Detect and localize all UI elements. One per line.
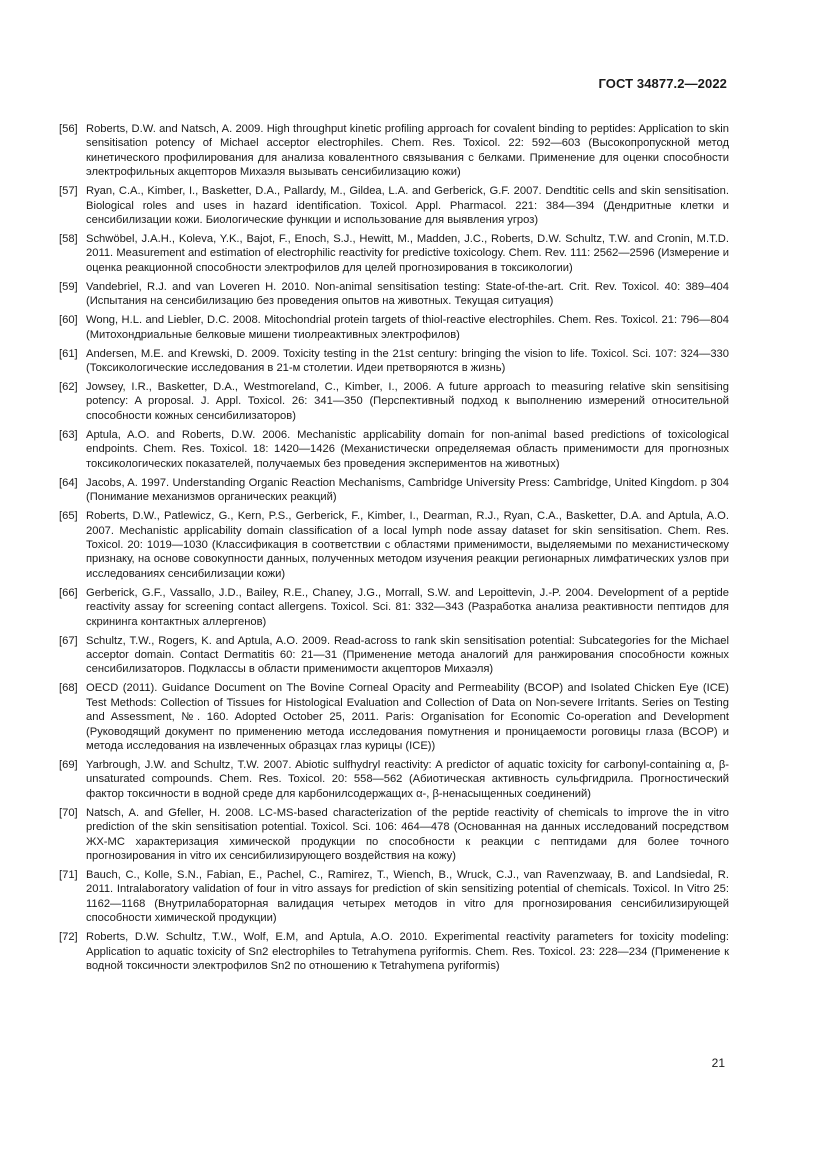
reference-number: [61] (59, 347, 78, 360)
reference-text: Gerberick, G.F., Vassallo, J.D., Bailey, R.E., Chaney, J.G., Morrall, S.W. and Lepoittevin, J.-P. 2004. Development of a peptide reactivity assay for screening contact allergens. Toxicol. Sci. 81: 332—343 (Разработка анализа реактивности пептидов для скрининга контактных аллергенов) (86, 586, 729, 628)
reference-number: [68] (59, 682, 78, 695)
reference-number: [67] (59, 634, 78, 647)
reference-number: [70] (59, 806, 78, 819)
reference-number: [59] (59, 280, 78, 293)
reference-text: Schwöbel, J.A.H., Koleva, Y.K., Bajot, F., Enoch, S.J., Hewitt, M., Madden, J.C., Roberts, D.W. Schultz, T.W. and Cronin, M.T.D. 2011. Measurement and estimation of electrophilic reactivity for predictive toxicology. Chem. Rev. 111: 2562—2596 (Измерение и оценка реакционной способности электрофилов для целей прогнозирования в токсикологии) (86, 233, 729, 274)
reference-text: Ryan, C.A., Kimber, I., Basketter, D.A., Pallardy, M., Gildea, L.A. and Gerberick, G.F. 2007. Dendtitic cells and skin sensitisation. Biological roles and uses in hazard identification. Toxicol. Appl. Pharmacol. 221: 384—394 (Дендритные клетки и сенсибилизации кожи. Биологические функции и использование для выявления угроз) (86, 185, 729, 227)
reference-text: Wong, H.L. and Liebler, D.C. 2008. Mitochondrial protein targets of thiol-reactive electrophiles. Chem. Res. Toxicol. 21: 796—804 (Митохондриальные белковые мишени тиолреактивных электрофилов) (86, 314, 729, 341)
reference-text: Vandebriel, R.J. and van Loveren H. 2010. Non-animal sensitisation testing: State-of-the-art. Crit. Rev. Toxicol. 40: 389–404 (Испытания на сенсибилизацию без проведения опытов на животных. Текущая ситуация) (86, 280, 729, 308)
page-number: 21 (711, 1056, 725, 1070)
reference-number: [60] (59, 314, 78, 327)
reference-number: [71] (59, 869, 78, 881)
reference-text: Yarbrough, J.W. and Schultz, T.W. 2007. Abiotic sulfhydryl reactivity: A predictor of aquatic toxicity for carbonyl-containing α, β-unsaturated compounds. Chem. Res. Toxicol. 20: 558—562 (Абиотическая активность сульфгидрила. Прогностический фактор токсичности в водной среде для карбонилсодержащих α-, β-ненасыщенных соединений) (86, 758, 729, 800)
reference-number: [56] (59, 123, 78, 135)
reference-text: Jacobs, A. 1997. Understanding Organic Reaction Mechanisms, Cambridge University Press: Cambridge, United Kingdom. p 304 (Понимание механизмов органических реакций) (86, 476, 729, 504)
reference-item (59, 806, 729, 864)
reference-number: [66] (59, 586, 78, 599)
reference-item (59, 586, 729, 629)
reference-text: Bauch, C., Kolle, S.N., Fabian, E., Pachel, C., Ramirez, T., Wiench, B., Wruck, C.J., van Ravenzwaay, B. and Landsiedal, R. 2011. Intralaboratory validation of four in vitro assays for prediction of skin sensitizing potential of chemicals. Toxicol. In Vitro 25: 1162—1168 (Внутрилабораторная валидация четырех методов in vitro для прогнозирования сенсибилизирующей способности химической продукции) (86, 869, 729, 925)
reference-number: [64] (59, 476, 78, 489)
reference-text: Jowsey, I.R., Basketter, D.A., Westmoreland, C., Kimber, I., 2006. A future approach to measuring relative skin sensitising potency: A proposal. J. Appl. Toxicol. 26: 341—350 (Перспективный подход к выполнению измерений относительной способности кожных сенсибилизаторов) (86, 381, 729, 422)
reference-number: [65] (59, 510, 78, 523)
reference-number: [58] (59, 233, 78, 246)
reference-item (59, 184, 729, 227)
reference-text: Roberts, D.W. and Natsch, A. 2009. High throughput kinetic profiling approach for covalent binding to peptides: Application to skin sensitisation potency of Michael acceptor electrophiles. Chem. Res. Toxicol. 22: 592—603 (Высокопропускной метод кинетического профилирования для анализа ковалентного связывания с белками. Применение для оценки способности электрофильных акцепторов Михаэля вызывать сенсибилизацию кожи) (86, 123, 729, 179)
reference-list (59, 122, 729, 978)
reference-item (59, 380, 729, 423)
reference-item (59, 476, 729, 505)
reference-text: Aptula, A.O. and Roberts, D.W. 2006. Mechanistic applicability domain for non-animal based predictions of toxicological endpoints. Chem. Res. Toxicol. 18: 1420—1426 (Механистически определяемая область применимости для прогнозных токсикологических показателей, получаемых без проведения экспериментов на животных) (86, 428, 729, 470)
reference-number: [72] (59, 931, 78, 944)
reference-item (59, 313, 729, 342)
reference-number: [57] (59, 185, 78, 198)
reference-text: Schultz, T.W., Rogers, K. and Aptula, A.O. 2009. Read-across to rank skin sensitisation potential: Subcategories for the Michael acceptor domain. Contact Dermatitis 60: 21—31 (Применение метода аналогий для ранжирования способности кожных сенсибилизаторов. Подклассы в области применимости акцепторов Михаэля) (86, 634, 729, 676)
reference-item (59, 930, 729, 973)
reference-item (59, 122, 729, 180)
reference-text: OECD (2011). Guidance Document on The Bovine Corneal Opacity and Permeability (BCOP) and Isolated Chicken Eye (ICE) Test Methods: Collection of Tissues for Histological Evaluation and Collection of Data on Non-severe Irritants. Series on Testing and Assessment, №. 160. Adopted October 25, 2011. Paris: Organisation for Economic Co-operation and Development (Руководящий документ по применению метода исследования помутнения и проницаемости роговицы глаза (BCOP) и метода исследования на извлеченных образцах глаз курицы (ICE)) (86, 682, 729, 752)
reference-number: [69] (59, 758, 78, 771)
reference-number: [63] (59, 428, 78, 441)
reference-item (59, 428, 729, 471)
reference-item (59, 509, 729, 581)
reference-text: Natsch, A. and Gfeller, H. 2008. LC-MS-based characterization of the peptide reactivity of chemicals to improve the in vitro prediction of the skin sensitisation potential. Toxicol. Sci. 106: 464—478 (Основанная на данных исследований посредством ЖХ-МС характеризация химической продукции по способности к реакции с пептидами для более точного прогнозирования in vitro их сенсибилизирующего воздействия на кожу) (86, 806, 729, 862)
reference-item (59, 868, 729, 926)
reference-item (59, 681, 729, 753)
reference-item (59, 280, 729, 309)
reference-text: Roberts, D.W. Schultz, T.W., Wolf, E.M, and Aptula, A.O. 2010. Experimental reactivity parameters for toxicity modeling: Application to aquatic toxicity of Sn2 electrophiles to Tetrahymena pyriformis. Chem. Res. Toxicol. 23: 228—234 (Применение к водной токсичности электрофилов Sn2 по отношению к Tetrahymena pyriformis) (86, 931, 729, 973)
reference-number: [62] (59, 381, 78, 394)
reference-text: Andersen, M.E. and Krewski, D. 2009. Toxicity testing in the 21st century: bringing the vision to life. Toxicol. Sci. 107: 324—330 (Токсикологические исследования в 21-м столетии. Идеи претворяются в жизнь) (86, 347, 729, 375)
reference-text: Roberts, D.W., Patlewicz, G., Kern, P.S., Gerberick, F., Kimber, I., Dearman, R.J., Ryan, C.A., Basketter, D.A. and Aptula, A.O. 2007. Mechanistic applicability domain classification of a local lymph node assay dataset for skin sensitisation. Chem. Res. Toxicol. 20: 1019—1030 (Классификация в соответствии с областями применимости, выделяемыми по механистическому признаку, на основе совокупности данных, полученных методом изучения реакции регионарных лимфатических узлов при исследованиях сенсибилизации кожи) (86, 510, 729, 580)
standard-code-header: ГОСТ 34877.2—2022 (598, 76, 727, 91)
reference-item (59, 347, 729, 376)
reference-item (59, 634, 729, 677)
reference-item (59, 232, 729, 275)
reference-item (59, 758, 729, 801)
